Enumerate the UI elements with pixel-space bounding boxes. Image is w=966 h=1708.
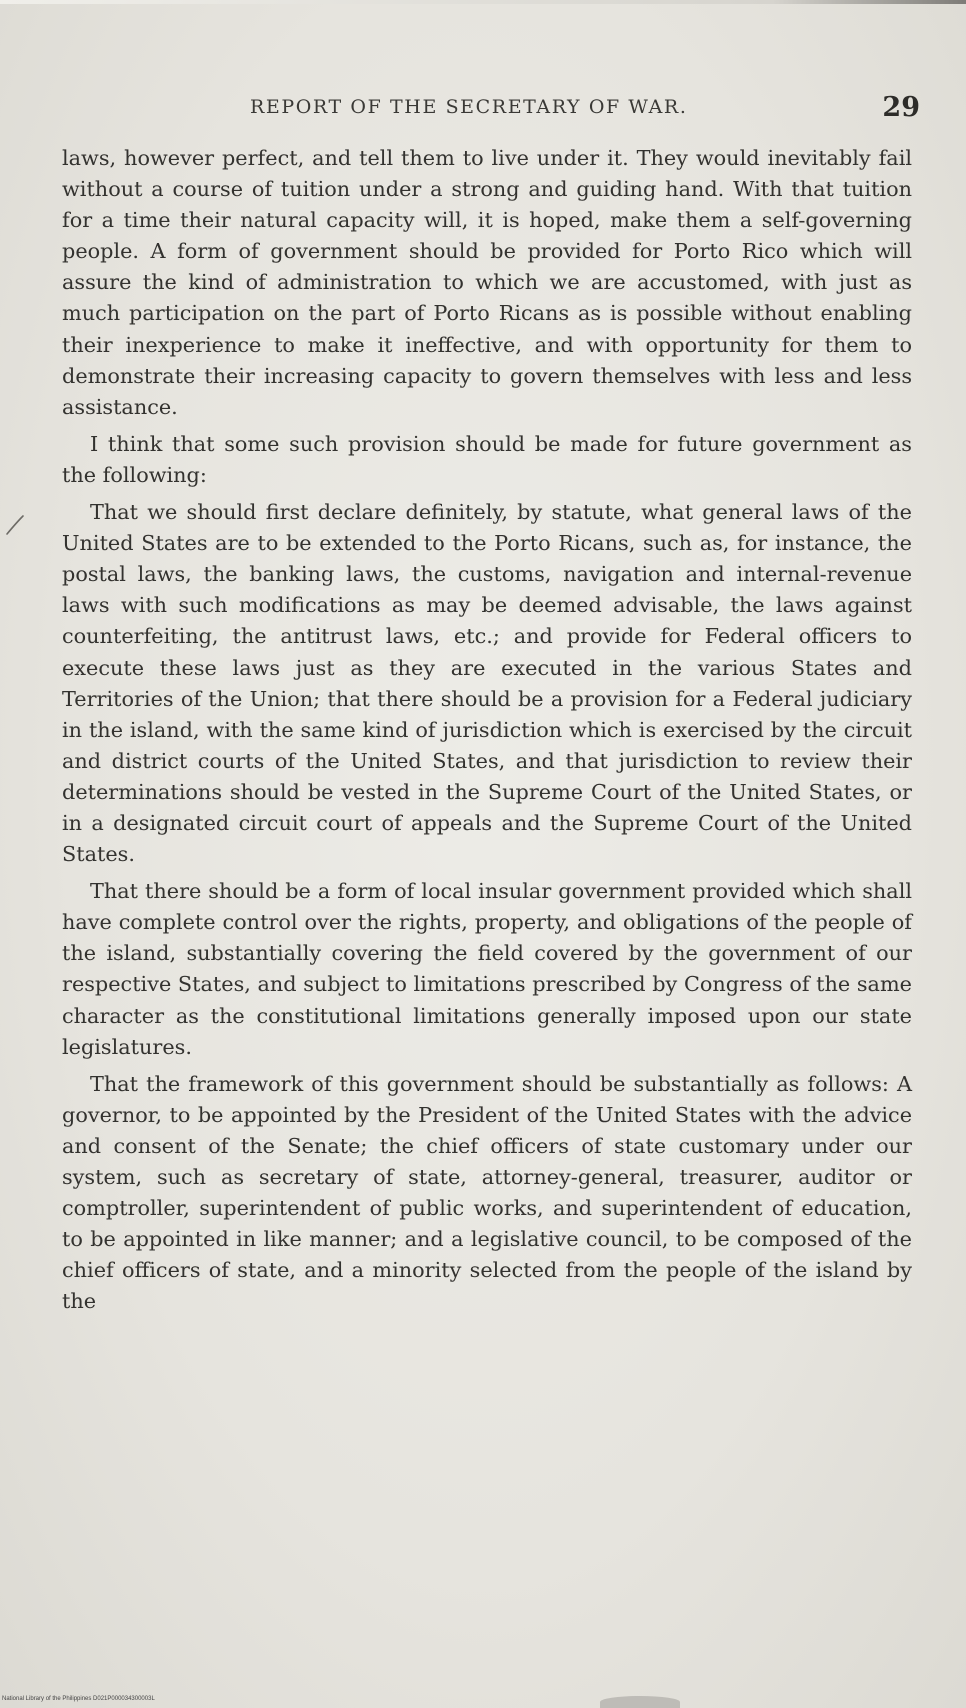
binding-shadow	[600, 1696, 680, 1708]
paragraph-4: That there should be a form of local insular government provided which shall have complete control over the rights, property, and obligations of the people of the island, substantially covering the field covered by the government of our respective States, and subject to limitations prescribed by Congress of the same character as the constitutional limitations generally imposed upon our state legislatures.	[62, 879, 912, 1059]
page-top-edge	[0, 0, 966, 4]
running-head: REPORT OF THE SECRETARY OF WAR.	[250, 96, 688, 118]
pencil-check-mark-icon	[4, 514, 26, 536]
page-header	[40, 92, 920, 132]
body-text	[62, 143, 912, 1317]
page-number: 29	[882, 92, 920, 123]
paragraph-5: That the framework of this government should be substantially as follows: A governor, to be appointed by the President of the United States with the advice and consent of the Senate; the chief officers of state customary under our system, such as secretary of state, attorney-general, treasurer, auditor or comptroller, superintendent of public works, and superintendent of education, to be appointed in like manner; and a legislative council, to be composed of the chief officers of state, and a minority selected from the people of the island by the	[62, 1071, 912, 1314]
library-stamp: National Library of the Philippines D021P000034300003L	[2, 1696, 155, 1702]
paragraph-1: laws, however perfect, and tell them to live under it. They would inevitably fail without a course of tuition under a strong and guiding hand. With that tuition for a time their natural capacity will, it is hoped, make them a self-governing people. A form of government should be provided for Porto Rico which will assure the kind of administration to which we are accustomed, with just as much participation on the part of Porto Ricans as is possible without enabling their inexperience to make it ineffective, and with opportunity for them to demonstrate their increasing capacity to govern themselves with less and less assistance.	[62, 146, 912, 419]
paragraph-3: That we should first declare definitely, by statute, what general laws of the United States are to be extended to the Porto Ricans, such as, for instance, the postal laws, the banking laws, the customs, navigation and internal-revenue laws with such modifications as may be deemed advisable, the laws against counterfeiting, the antitrust laws, etc.; and provide for Federal officers to execute these laws just as they are executed in the various States and Territories of the Union; that there should be a provision for a Federal judiciary in the island, with the same kind of jurisdiction which is exercised by the circuit and district courts of the United States, and that jurisdiction to review their determinations should be vested in the Supreme Court of the United States, or in a designated circuit court of appeals and the Supreme Court of the United States.	[62, 500, 912, 867]
paragraph-2: I think that some such provision should be made for future government as the following:	[62, 431, 912, 487]
